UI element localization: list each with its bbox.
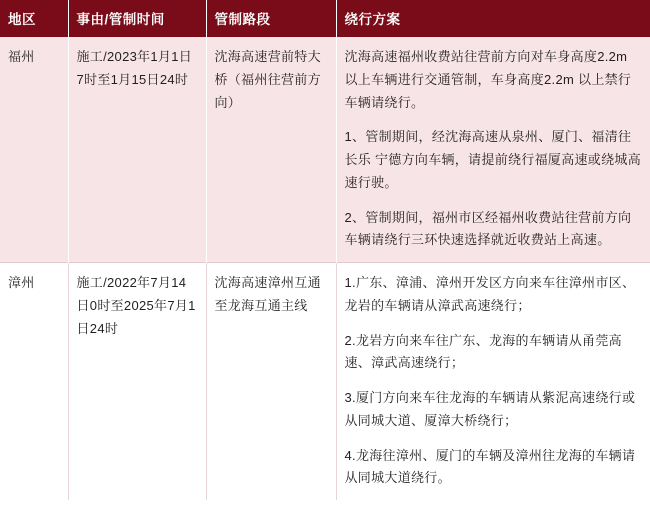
cell-section: 沈海高速营前特大桥（福州往营前方向） <box>206 37 336 263</box>
table-row <box>0 263 650 501</box>
detour-paragraph: 3.厦门方向来车往龙海的车辆请从紫泥高速绕行或从同城大道、厦漳大桥绕行； <box>344 390 636 428</box>
detour-paragraph: 4.龙海往漳州、厦门的车辆及漳州往龙海的车辆请从同城大道绕行。 <box>344 447 636 486</box>
table-header <box>0 0 650 37</box>
column-header-detour: 绕行方案 <box>336 0 650 37</box>
column-header-region: 地区 <box>0 0 68 37</box>
cell-detour <box>336 263 650 501</box>
detour-paragraph: 沈海高速福州收费站往营前方向对车身高度2.2m 以上车辆进行交通管制，车身高度2.2m 以上禁行车辆请绕行。 <box>344 49 632 110</box>
cell-reason-time: 施工/2023年1月1日7时至1月15日24时 <box>68 37 206 263</box>
column-header-section: 管制路段 <box>206 0 336 37</box>
detour-paragraph: 1.广东、漳浦、漳州开发区方向来车往漳州市区、龙岩的车辆请从漳武高速绕行； <box>344 275 636 313</box>
cell-section: 沈海高速漳州互通至龙海互通主线 <box>206 263 336 501</box>
table-header-row <box>0 0 650 37</box>
column-header-reason-time: 事由/管制时间 <box>68 0 206 37</box>
table-body <box>0 37 650 500</box>
detour-paragraph: 2.龙岩方向来车往广东、龙海的车辆请从甬莞高速、漳武高速绕行； <box>344 332 622 371</box>
cell-region: 福州 <box>0 37 68 263</box>
cell-reason-time: 施工/2022年7月14日0时至2025年7月1日24时 <box>68 263 206 501</box>
cell-detour <box>336 37 650 263</box>
cell-region: 漳州 <box>0 263 68 501</box>
detour-paragraph: 2、管制期间，福州市区经福州收费站往营前方向车辆请绕行三环快速选择就近收费站上高速。 <box>344 209 632 248</box>
detour-paragraph: 1、管制期间，经沈海高速从泉州、厦门、福清往长乐 宁德方向车辆，请提前绕行福厦高速或绕城高速行驶。 <box>344 129 642 190</box>
table-row <box>0 37 650 263</box>
